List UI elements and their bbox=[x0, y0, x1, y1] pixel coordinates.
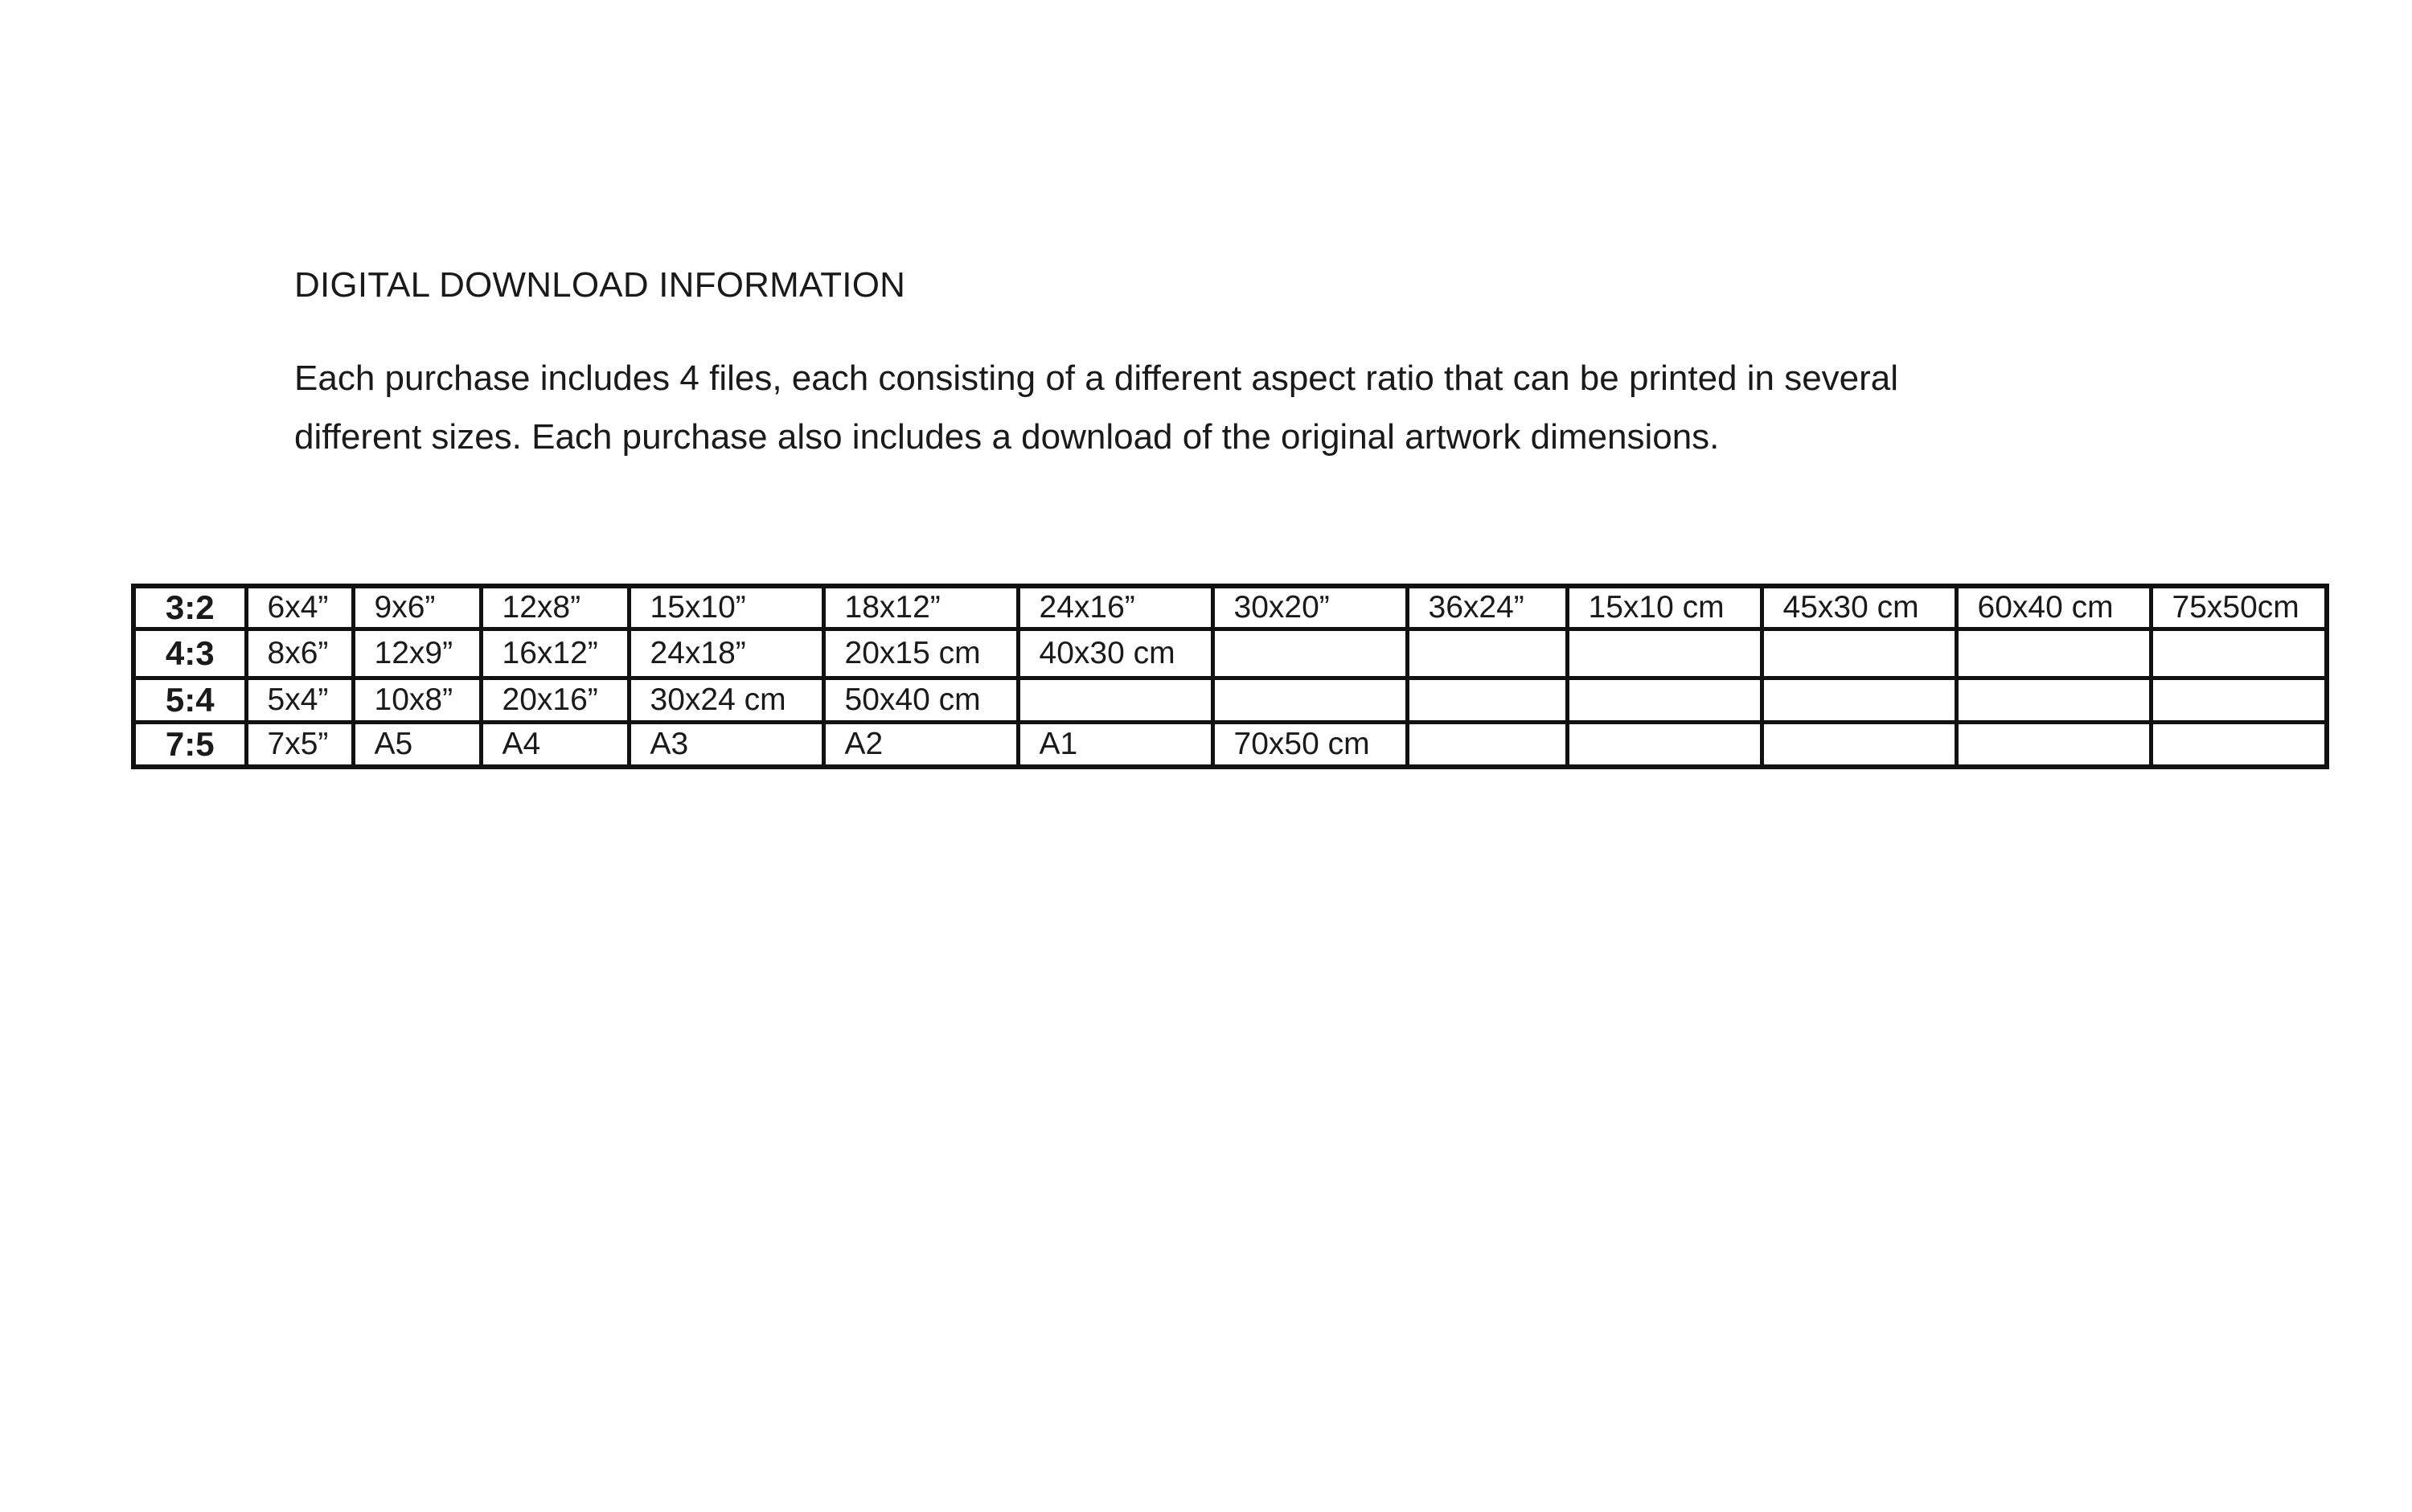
size-cell: A5 bbox=[353, 723, 481, 768]
size-cell: 24x16” bbox=[1018, 586, 1212, 629]
size-cell: 36x24” bbox=[1407, 586, 1567, 629]
table-row-5-4 bbox=[133, 678, 2327, 723]
size-cell: 7x5” bbox=[246, 723, 353, 768]
size-cell bbox=[1212, 629, 1407, 678]
ratio-cell: 7:5 bbox=[133, 723, 246, 768]
document-title: DIGITAL DOWNLOAD INFORMATION bbox=[294, 265, 906, 305]
size-cell: 60x40 cm bbox=[1956, 586, 2151, 629]
size-cell bbox=[1567, 629, 1762, 678]
print-sizes-table bbox=[131, 584, 2329, 769]
size-cell: A1 bbox=[1018, 723, 1212, 768]
size-cell: 12x8” bbox=[481, 586, 629, 629]
paragraph-line-1: Each purchase includes 4 files, each consisting of a different aspect ratio that can be printed in several bbox=[294, 359, 1899, 398]
size-cell bbox=[1762, 678, 1956, 723]
size-cell bbox=[1762, 723, 1956, 768]
document-paragraph bbox=[294, 349, 2143, 466]
size-cell bbox=[1762, 629, 1956, 678]
size-cell bbox=[2151, 723, 2327, 768]
size-cell: 8x6” bbox=[246, 629, 353, 678]
size-cell: A3 bbox=[629, 723, 823, 768]
size-cell: 30x20” bbox=[1212, 586, 1407, 629]
size-cell bbox=[1212, 678, 1407, 723]
size-cell: 70x50 cm bbox=[1212, 723, 1407, 768]
table-row-7-5 bbox=[133, 723, 2327, 768]
size-cell bbox=[2151, 629, 2327, 678]
size-cell: 18x12” bbox=[823, 586, 1018, 629]
size-cell: A2 bbox=[823, 723, 1018, 768]
size-cell: 50x40 cm bbox=[823, 678, 1018, 723]
size-cell: 16x12” bbox=[481, 629, 629, 678]
size-cell: 6x4” bbox=[246, 586, 353, 629]
size-cell bbox=[1567, 723, 1762, 768]
size-cell bbox=[1956, 629, 2151, 678]
size-cell bbox=[1407, 678, 1567, 723]
size-cell bbox=[1407, 723, 1567, 768]
size-cell: 20x16” bbox=[481, 678, 629, 723]
ratio-cell: 3:2 bbox=[133, 586, 246, 629]
size-cell: 9x6” bbox=[353, 586, 481, 629]
size-cell: 20x15 cm bbox=[823, 629, 1018, 678]
size-cell: 24x18” bbox=[629, 629, 823, 678]
size-cell bbox=[1018, 678, 1212, 723]
table-row-4-3 bbox=[133, 629, 2327, 678]
size-cell: 15x10 cm bbox=[1567, 586, 1762, 629]
size-cell: 40x30 cm bbox=[1018, 629, 1212, 678]
size-cell: 30x24 cm bbox=[629, 678, 823, 723]
size-cell: 5x4” bbox=[246, 678, 353, 723]
size-cell bbox=[1956, 723, 2151, 768]
size-cell: 75x50cm bbox=[2151, 586, 2327, 629]
size-cell: A4 bbox=[481, 723, 629, 768]
size-cell bbox=[2151, 678, 2327, 723]
size-cell: 12x9” bbox=[353, 629, 481, 678]
ratio-cell: 5:4 bbox=[133, 678, 246, 723]
size-cell: 10x8” bbox=[353, 678, 481, 723]
table-row-3-2 bbox=[133, 586, 2327, 629]
size-cell bbox=[1956, 678, 2151, 723]
ratio-cell: 4:3 bbox=[133, 629, 246, 678]
size-cell: 45x30 cm bbox=[1762, 586, 1956, 629]
paragraph-line-2: different sizes. Each purchase also includes a download of the original artwork dimensions. bbox=[294, 417, 1720, 457]
size-cell bbox=[1567, 678, 1762, 723]
size-cell: 15x10” bbox=[629, 586, 823, 629]
size-cell bbox=[1407, 629, 1567, 678]
